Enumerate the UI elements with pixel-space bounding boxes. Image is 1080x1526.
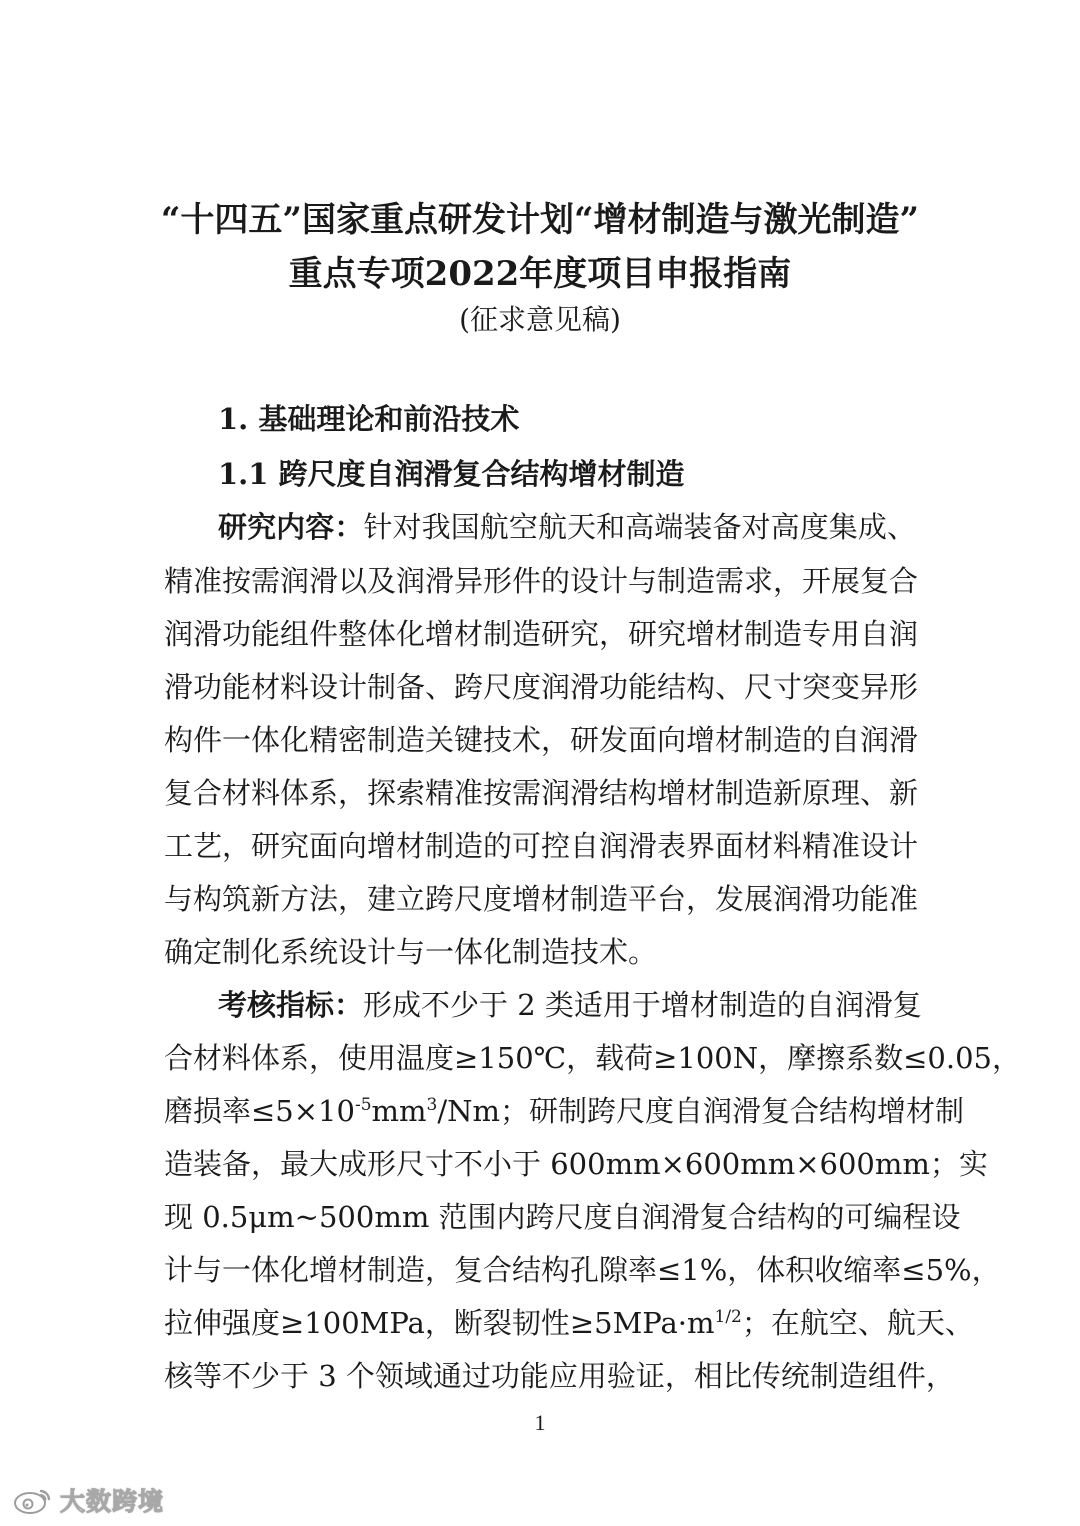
- section-heading: 1. 基础理论和前沿技术: [218, 402, 520, 436]
- research-line-9: 确定制化系统设计与一体化制造技术。: [164, 935, 658, 969]
- research-line-4: 滑功能材料设计制备、跨尺度润滑功能结构、尺寸突变异形: [164, 670, 919, 704]
- research-line-8: 与构筑新方法，建立跨尺度增材制造平台，发展润滑功能准: [164, 882, 919, 916]
- assessment-text: 形成不少于 2 类适用于增材制造的自润滑复: [363, 988, 922, 1022]
- strength-tail: ；在航空、航天、: [741, 1306, 974, 1340]
- wear-rate-unit-exponent: 3: [426, 1095, 438, 1115]
- watermark: [10, 1482, 164, 1518]
- weibo-logo-icon: [10, 1485, 54, 1515]
- toughness-exponent: 1/2: [714, 1307, 742, 1327]
- document-subtitle: (征求意见稿): [459, 303, 621, 336]
- assessment-label: 考核指标：: [218, 988, 364, 1022]
- page-number: 1: [534, 1410, 546, 1435]
- research-label: 研究内容：: [218, 510, 364, 544]
- strength-text: 拉伸强度≥100MPa，断裂韧性≥5MPa·m: [164, 1306, 715, 1340]
- research-line-2: 精准按需润滑以及润滑异形件的设计与制造需求，开展复合: [164, 564, 919, 598]
- wear-rate-unit: mm: [371, 1094, 427, 1128]
- document-title-line-1: “十四五”国家重点研发计划“增材制造与激光制造”: [160, 200, 920, 240]
- assessment-line-8: 核等不少于 3 个领域通过功能应用验证，相比传统制造组件，: [164, 1359, 955, 1393]
- research-line-7: 工艺，研究面向增材制造的可控自润滑表界面材料精准设计: [164, 829, 919, 863]
- research-line-3: 润滑功能组件整体化增材制造研究，研究增材制造专用自润: [164, 617, 919, 651]
- research-line-5: 构件一体化精密制造关键技术，研发面向增材制造的自润滑: [164, 723, 919, 757]
- assessment-line-1: [218, 987, 922, 1023]
- assessment-line-3: [164, 1093, 964, 1129]
- wear-rate-text: 磨损率≤5×10: [164, 1094, 355, 1128]
- assessment-line-5: 现 0.5μm~500mm 范围内跨尺度自润滑复合结构的可编程设: [164, 1200, 961, 1234]
- wear-rate-tail: /Nm；研制跨尺度自润滑复合结构增材制: [437, 1094, 964, 1128]
- research-line-1: [218, 509, 916, 545]
- wear-rate-exponent: -5: [354, 1095, 372, 1115]
- assessment-line-4: 造装备，最大成形尺寸不小于 600mm×600mm×600mm；实: [164, 1147, 988, 1181]
- research-text: 针对我国航空航天和高端装备对高度集成、: [363, 510, 916, 544]
- assessment-line-2: 合材料体系，使用温度≥150℃，载荷≥100N，摩擦系数≤0.05，: [164, 1041, 1021, 1075]
- assessment-line-6: 计与一体化增材制造，复合结构孔隙率≤1%，体积收缩率≤5%，: [164, 1253, 1001, 1287]
- document-title-line-2: 重点专项2022年度项目申报指南: [288, 254, 792, 294]
- research-line-6: 复合材料体系，探索精准按需润滑结构增材制造新原理、新: [164, 776, 919, 810]
- subsection-heading: 1.1 跨尺度自润滑复合结构增材制造: [218, 457, 685, 491]
- assessment-line-7: [164, 1305, 974, 1341]
- watermark-text: 大数跨境: [60, 1487, 165, 1516]
